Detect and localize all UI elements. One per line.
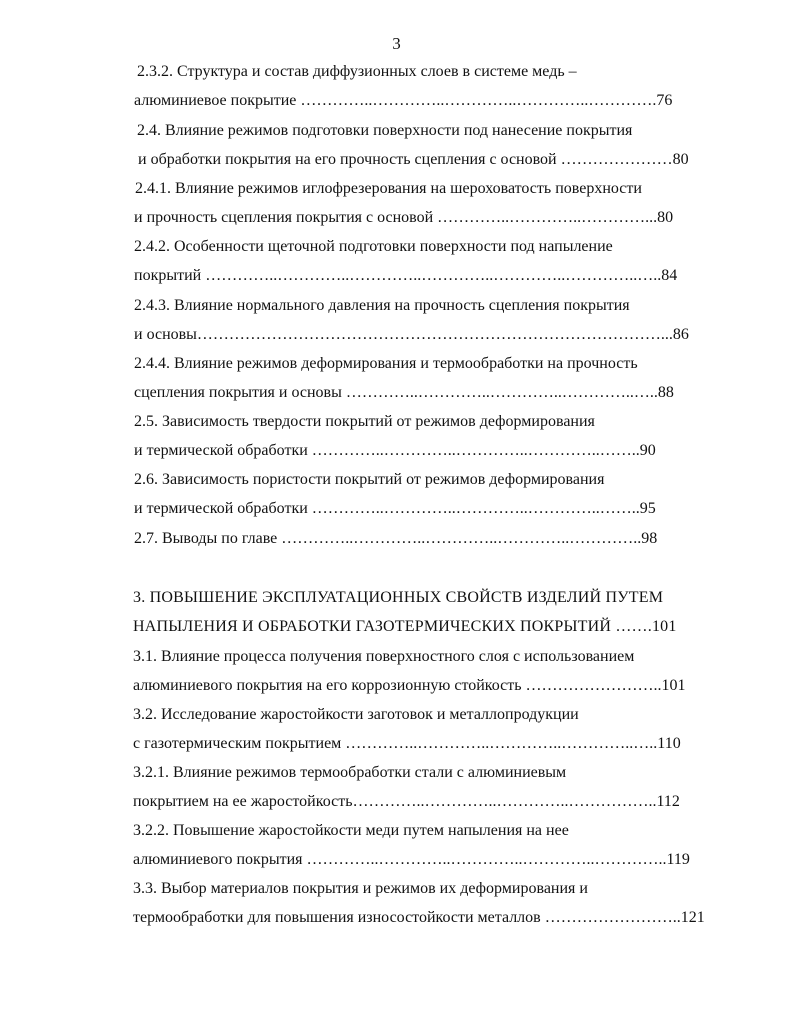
chapter-title-line: 3. ПОВЫШЕНИЕ ЭКСПЛУАТАЦИОННЫХ СВОЙСТВ ИЗДЕЛИЙ ПУТЕМ xyxy=(133,589,664,606)
toc-line-text: 2.4.2. Особенности щеточной подготовки поверхности под напыление xyxy=(134,238,613,255)
toc-line-text: 2.6. Зависимость пористости покрытий от режимов деформирования xyxy=(134,471,605,488)
toc-line-text: 2.4. Влияние режимов подготовки поверхности под нанесение покрытия xyxy=(137,122,633,139)
toc-line-text: 3.1. Влияние процесса получения поверхностного слоя с использованием xyxy=(133,648,635,665)
toc-line-text: 2.3.2. Структура и состав диффузионных слоев в системе медь – xyxy=(137,63,577,80)
toc-line-text: и обработки покрытия на его прочность сцепления с основой …………………80 xyxy=(138,151,689,168)
toc-line-text: алюминиевого покрытия на его коррозионную стойкость ……………………..101 xyxy=(133,677,686,694)
toc-line-text: покрытием на ее жаростойкость…………..…………..…………..……………..112 xyxy=(133,793,680,810)
toc-line-text: 2.4.1. Влияние режимов иглофрезерования на шероховатость поверхности xyxy=(135,180,642,197)
toc-line-text: и термической обработки …………..…………..…………..…………..……..90 xyxy=(134,442,656,459)
toc-line-text: 2.4.4. Влияние режимов деформирования и термообработки на прочность xyxy=(134,355,638,372)
toc-line-text: 2.5. Зависимость твердости покрытий от режимов деформирования xyxy=(134,413,595,430)
toc-line-text: 2.7. Выводы по главе …………..…………..…………..…………..…………..98 xyxy=(134,530,658,547)
toc-line-text: 3.2.1. Влияние режимов термообработки стали с алюминиевым xyxy=(133,764,567,781)
toc-line-text: 3.2.2. Повышение жаростойкости меди путем напыления на нее xyxy=(133,822,569,839)
chapter-title-line: НАПЫЛЕНИЯ И ОБРАБОТКИ ГАЗОТЕРМИЧЕСКИХ ПОКРЫТИЙ …….101 xyxy=(133,618,677,635)
toc-line-text: покрытий …………..…………..…………..…………..…………..…………..…..84 xyxy=(134,267,678,284)
toc-line-text: и основы……………………………………………………………………………...86 xyxy=(134,326,689,343)
toc-line-text: и термической обработки …………..…………..…………..…………..……..95 xyxy=(134,500,656,517)
toc-line-text: 3.2. Исследование жаростойкости заготовок и металлопродукции xyxy=(133,706,579,723)
toc-line-text: термообработки для повышения износостойкости металлов ……………………..121 xyxy=(133,909,705,926)
toc-line-text: алюминиевого покрытия …………..…………..…………..…………..…………..119 xyxy=(133,851,690,868)
toc-line-text: и прочность сцепления покрытия с основой …………..…………..…………...80 xyxy=(134,209,674,226)
page-number: 3 xyxy=(392,34,401,53)
toc-line-text: сцепления покрытия и основы …………..…………..…………..…………..…..88 xyxy=(134,384,674,401)
toc-line-text: 2.4.3. Влияние нормального давления на прочность сцепления покрытия xyxy=(134,297,630,314)
toc-line-text: алюминиевое покрытие …………..…………..…………..…………..………….76 xyxy=(134,92,673,109)
toc-line-text: 3.3. Выбор материалов покрытия и режимов их деформирования и xyxy=(133,880,588,897)
toc-line-text: с газотермическим покрытием …………..…………..…………..…………..…..110 xyxy=(133,735,681,752)
